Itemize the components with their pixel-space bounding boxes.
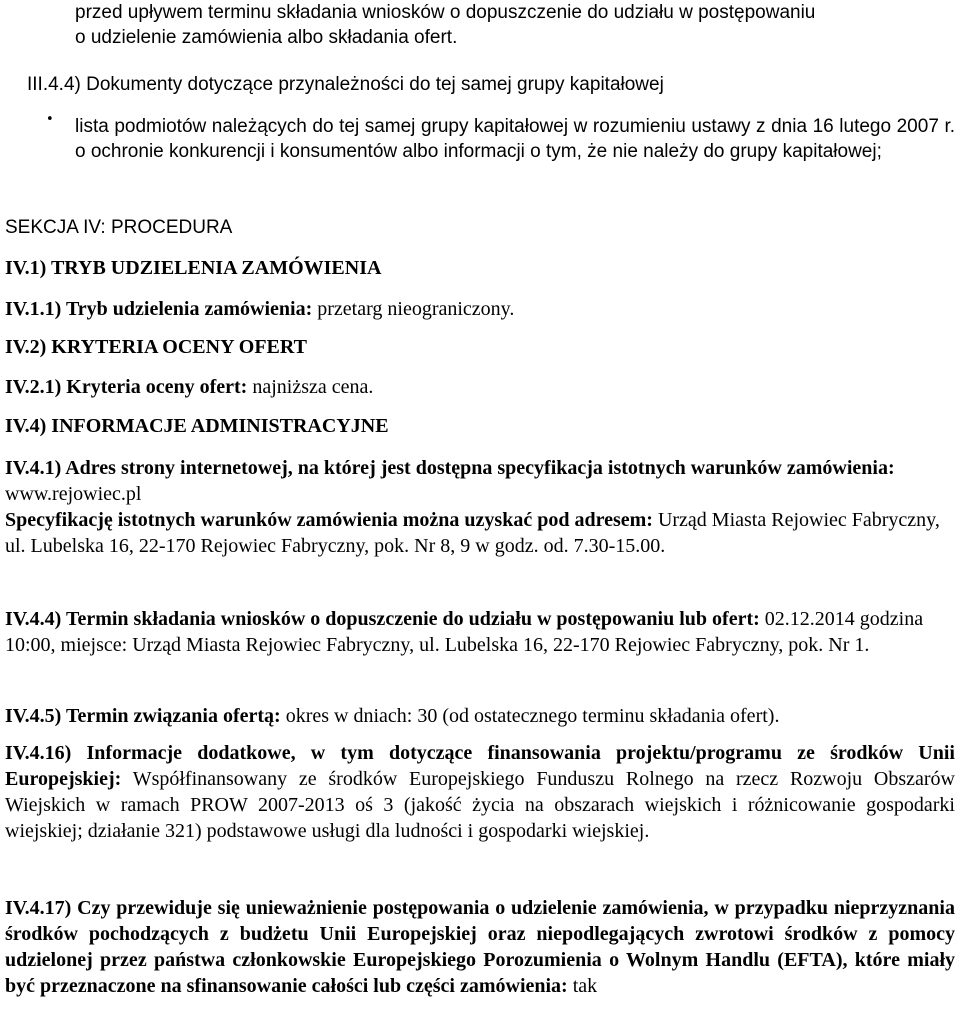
intro-line-1: przed upływem terminu składania wniosków o dopuszczenie do udziału w postępowaniu bbox=[75, 2, 816, 23]
iv-4-4-paragraph bbox=[5, 606, 955, 658]
iv-4-1-value-2: Urząd Miasta Rejowiec Fabryczny, ul. Lubelska 16, 22-170 Rejowiec Fabryczny, pok. Nr 8, 9 w godz. od. 7.30-15.00. bbox=[5, 509, 940, 557]
iv-2-heading bbox=[5, 334, 955, 360]
iv-4-17-paragraph bbox=[5, 895, 955, 999]
iv-4-4-label: IV.4.4) Termin składania wniosków o dopuszczenie do udziału w postępowaniu lub ofert: bbox=[5, 608, 760, 630]
iv-4-5-label: IV.4.5) Termin związania ofertą: bbox=[5, 705, 281, 727]
iv-2-1-label: IV.2.1) Kryteria oceny ofert: bbox=[5, 376, 248, 398]
iv-4-17-label: IV.4.17) Czy przewiduje się unieważnienie postępowania o udzielenie zamówienia, w przypadku nieprzyznania środków pochodzących z budżetu Unii Europejskiej oraz niepodlegających zwrotowi środków z pomocy udzielonej przez państwa członkowskie Europejskiego Porozumienia o Wolnym Handlu (EFTA), które miały być przeznaczone na sfinansowanie całości lub części zamówienia: bbox=[5, 897, 955, 997]
section-iii-4-4-heading: III.4.4) Dokumenty dotyczące przynależności do tej samej grupy kapitałowej bbox=[27, 74, 664, 95]
bullet-paragraph: lista podmiotów należących do tej samej grupy kapitałowej w rozumieniu ustawy z dnia 16 lutego 2007 r. o ochronie konkurencji i konsumentów albo informacji o tym, że nie należy do grupy kapitałowej; bbox=[75, 116, 955, 162]
iv-4-17-value: tak bbox=[567, 975, 598, 997]
iv-2-1-paragraph bbox=[5, 374, 955, 400]
intro-paragraph bbox=[75, 0, 955, 50]
iv-4-heading-text: IV.4) INFORMACJE ADMINISTRACYJNE bbox=[5, 415, 389, 437]
bullet-icon: • bbox=[46, 112, 54, 127]
iv-4-1-value: www.rejowiec.pl bbox=[5, 483, 142, 505]
iv-1-1-paragraph bbox=[5, 296, 955, 322]
iv-4-16-value: Współfinansowany ze środków Europejskiego Funduszu Rolnego na rzecz Rozwoju Obszarów Wiejskich w ramach PROW 2007-2013 oś 3 (jakość życia na obszarach wiejskich i różnicowanie gospodarki wiejskiej; działanie 321) podstawowe usługi dla ludności i gospodarki wiejskiej. bbox=[5, 768, 955, 842]
intro-line-2: o udzielenie zamówienia albo składania ofert. bbox=[75, 27, 458, 48]
iv-1-1-label: IV.1.1) Tryb udzielenia zamówienia: bbox=[5, 298, 313, 320]
iv-4-1-label-2: Specyfikację istotnych warunków zamówienia można uzyskać pod adresem: bbox=[5, 509, 653, 531]
iv-4-heading bbox=[5, 413, 955, 439]
iv-4-5-paragraph bbox=[5, 703, 955, 729]
iv-4-1-label: IV.4.1) Adres strony internetowej, na której jest dostępna specyfikacja istotnych warunków zamówienia: bbox=[5, 457, 895, 479]
section-iv-title: SEKCJA IV: PROCEDURA bbox=[5, 217, 233, 238]
iv-4-4-value: 02.12.2014 godzina 10:00, miejsce: Urząd Miasta Rejowiec Fabryczny, ul. Lubelska 16, 22-170 Rejowiec Fabryczny, pok. Nr 1. bbox=[5, 608, 924, 656]
iv-1-1-value: przetarg nieograniczony. bbox=[312, 298, 515, 320]
iv-1-heading bbox=[5, 255, 955, 281]
iv-2-heading-text: IV.2) KRYTERIA OCENY OFERT bbox=[5, 336, 307, 358]
iv-4-5-value: okres w dniach: 30 (od ostatecznego terminu składania ofert). bbox=[280, 705, 780, 727]
iv-4-16-label: IV.4.16) Informacje dodatkowe, w tym dotyczące finansowania projektu/programu ze środków Unii Europejskiej: bbox=[5, 742, 955, 790]
iv-4-1-paragraph bbox=[5, 455, 955, 559]
iv-2-1-value: najniższa cena. bbox=[247, 376, 374, 398]
iv-4-16-paragraph bbox=[5, 740, 955, 844]
iv-1-heading-text: IV.1) TRYB UDZIELENIA ZAMÓWIENIA bbox=[5, 257, 382, 279]
